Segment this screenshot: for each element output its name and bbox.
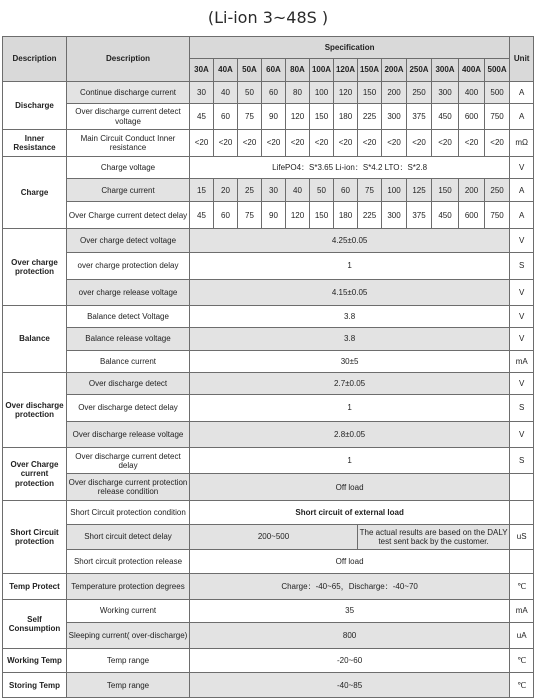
temp-protect-category: Temp Protect [3,573,67,599]
continue-discharge-value: 80 [286,81,310,103]
inner-resistance-value: <20 [485,130,510,156]
continue-discharge-value: 100 [310,81,334,103]
working-temp-unit: ℃ [510,649,534,673]
shortcircuit-category: Short Circuit protection [3,500,67,573]
charge-voltage-row [3,156,534,178]
overdischarge-release-voltage-value: 2.8±0.05 [190,421,510,447]
shortcircuit-condition-label: Short Circuit protection condition [67,500,190,524]
charge-current-value: 250 [485,179,510,202]
over-charge-current-unit: A [510,202,534,228]
balance-row-2 [3,328,534,350]
shortcircuit-row-3 [3,549,534,573]
overdischarge-release-voltage-label: Over discharge release voltage [67,421,190,447]
inner-resistance-row [3,130,534,156]
continue-discharge-value: 400 [459,81,485,103]
over-charge-current-value: 90 [262,202,286,228]
continue-discharge-value: 200 [382,81,407,103]
shortcircuit-release-unit [510,549,534,573]
overcurrent-delay-value: 1 [190,448,510,474]
overcharge-detect-voltage-unit: V [510,228,534,252]
inner-resistance-value: <20 [190,130,214,156]
overdischarge-detect-unit: V [510,372,534,394]
temp-protect-value: Charge：-40~65，Discharge：-40~70 [190,573,510,599]
header-unit: Unit [510,37,534,82]
overcharge-category: Over charge protection [3,228,67,305]
over-discharge-current-unit: A [510,103,534,129]
charge-current-value: 25 [238,179,262,202]
working-current-unit: mA [510,600,534,622]
overcurrent-release-value: Off load [190,474,510,500]
overcharge-detect-voltage-label: Over charge detect voltage [67,228,190,252]
continue-discharge-value: 120 [334,81,358,103]
continue-discharge-value: 50 [238,81,262,103]
spec-table-body [3,37,534,698]
over-discharge-current-value: 60 [214,103,238,129]
charge-current-unit: A [510,179,534,202]
over-discharge-current-value: 450 [432,103,459,129]
overcharge-release-voltage-label: over charge release voltage [67,279,190,305]
overcurrent-category: Over Charge current protection [3,448,67,501]
overcurrent-row-2 [3,474,534,500]
working-temp-label: Temp range [67,649,190,673]
temp-protect-row [3,573,534,599]
inner-resistance-unit: mΩ [510,130,534,156]
working-temp-value: -20~60 [190,649,510,673]
sleeping-current-label: Sleeping current( over-discharge) [67,622,190,648]
storing-temp-row [3,673,534,698]
current-rating-header: 500A [485,59,510,81]
current-rating-header: 200A [382,59,407,81]
overdischarge-delay-unit: S [510,395,534,421]
current-rating-header: 60A [262,59,286,81]
current-rating-header: 80A [286,59,310,81]
inner-resistance-value: <20 [432,130,459,156]
shortcircuit-row-2 [3,525,534,549]
charge-current-value: 200 [459,179,485,202]
continue-discharge-unit: A [510,81,534,103]
inner-resistance-value: <20 [358,130,382,156]
over-charge-current-value: 45 [190,202,214,228]
overdischarge-category: Over discharge protection [3,372,67,447]
current-rating-header: 120A [334,59,358,81]
charge-current-value: 125 [407,179,432,202]
over-charge-current-value: 60 [214,202,238,228]
over-charge-current-value: 75 [238,202,262,228]
over-discharge-current-label: Over discharge current detect voltage [67,103,190,129]
charge-voltage-unit: V [510,156,534,178]
over-charge-current-value: 150 [310,202,334,228]
shortcircuit-delay-note: The actual results are based on the DALY test sent back by the customer. [358,525,510,549]
inner-resistance-category: Inner Resistance [3,130,67,156]
current-rating-header: 40A [214,59,238,81]
storing-temp-category: Storing Temp [3,673,67,698]
spec-table [2,36,534,698]
charge-over-row [3,202,534,228]
shortcircuit-delay-value: 200~500 [190,525,358,549]
overdischarge-delay-label: Over discharge detect delay [67,395,190,421]
charge-current-value: 15 [190,179,214,202]
sleeping-current-value: 800 [190,622,510,648]
overcharge-row-1 [3,228,534,252]
balance-row-1 [3,305,534,327]
current-rating-header: 150A [358,59,382,81]
balance-current-label: Balance current [67,350,190,372]
header-specification: Specification [190,37,510,59]
discharge-category: Discharge [3,81,67,130]
shortcircuit-release-label: Short circuit protection release [67,549,190,573]
over-charge-current-value: 750 [485,202,510,228]
inner-resistance-value: <20 [382,130,407,156]
overdischarge-row-2 [3,395,534,421]
overcurrent-row-1 [3,448,534,474]
balance-current-unit: mA [510,350,534,372]
over-charge-current-value: 300 [382,202,407,228]
continue-discharge-value: 250 [407,81,432,103]
over-charge-current-value: 120 [286,202,310,228]
current-rating-header: 50A [238,59,262,81]
continue-discharge-value: 60 [262,81,286,103]
charge-current-value: 40 [286,179,310,202]
charge-current-value: 60 [334,179,358,202]
header-description-left: Description [3,37,67,82]
inner-resistance-value: <20 [407,130,432,156]
charge-current-value: 50 [310,179,334,202]
over-discharge-current-value: 45 [190,103,214,129]
overdischarge-row-3 [3,421,534,447]
overcharge-row-3 [3,279,534,305]
shortcircuit-condition-value: Short circuit of external load [190,500,510,524]
inner-resistance-value: <20 [334,130,358,156]
over-discharge-current-value: 300 [382,103,407,129]
over-discharge-current-value: 750 [485,103,510,129]
balance-release-voltage-value: 3.8 [190,328,510,350]
continue-discharge-value: 40 [214,81,238,103]
overcharge-delay-value: 1 [190,253,510,279]
overdischarge-release-voltage-unit: V [510,421,534,447]
storing-temp-unit: ℃ [510,673,534,698]
balance-detect-voltage-unit: V [510,305,534,327]
consumption-category: Self Consumption [3,600,67,649]
current-rating-header: 400A [459,59,485,81]
overcharge-release-voltage-value: 4.15±0.05 [190,279,510,305]
overcharge-delay-unit: S [510,253,534,279]
overcurrent-release-label: Over discharge current protection release condition [67,474,190,500]
inner-resistance-value: <20 [238,130,262,156]
over-discharge-current-value: 375 [407,103,432,129]
charge-current-value: 75 [358,179,382,202]
charge-voltage-label: Charge voltage [67,156,190,178]
charge-current-value: 20 [214,179,238,202]
over-discharge-current-value: 150 [310,103,334,129]
header-row-1 [3,37,534,59]
storing-temp-label: Temp range [67,673,190,698]
shortcircuit-condition-unit [510,500,534,524]
inner-resistance-label: Main Circuit Conduct Inner resistance [67,130,190,156]
balance-detect-voltage-value: 3.8 [190,305,510,327]
overcurrent-release-unit [510,474,534,500]
current-rating-header: 300A [432,59,459,81]
overdischarge-row-1 [3,372,534,394]
over-discharge-current-value: 180 [334,103,358,129]
overcurrent-delay-unit: S [510,448,534,474]
over-charge-current-label: Over Charge current detect delay [67,202,190,228]
overcharge-release-voltage-unit: V [510,279,534,305]
balance-current-value: 30±5 [190,350,510,372]
storing-temp-value: -40~85 [190,673,510,698]
working-temp-category: Working Temp [3,649,67,673]
charge-current-row [3,179,534,202]
temp-protect-unit: ℃ [510,573,534,599]
balance-row-3 [3,350,534,372]
header-description-right: Description [67,37,190,82]
sleeping-current-unit: uA [510,622,534,648]
over-charge-current-value: 450 [432,202,459,228]
over-charge-current-value: 375 [407,202,432,228]
overcharge-detect-voltage-value: 4.25±0.05 [190,228,510,252]
continue-discharge-value: 150 [358,81,382,103]
shortcircuit-delay-unit: uS [510,525,534,549]
working-current-label: Working current [67,600,190,622]
charge-category: Charge [3,156,67,228]
overcharge-delay-label: over charge protection delay [67,253,190,279]
over-discharge-current-value: 120 [286,103,310,129]
page-title: (Li-ion 3~48S ) [207,8,329,27]
discharge-over-row [3,103,534,129]
overdischarge-detect-value: 2.7±0.05 [190,372,510,394]
overdischarge-detect-label: Over discharge detect [67,372,190,394]
over-discharge-current-value: 225 [358,103,382,129]
shortcircuit-row-1 [3,500,534,524]
over-discharge-current-value: 600 [459,103,485,129]
temp-protect-label: Temperature protection degrees [67,573,190,599]
over-discharge-current-value: 75 [238,103,262,129]
balance-release-voltage-label: Balance release voltage [67,328,190,350]
continue-discharge-value: 300 [432,81,459,103]
over-charge-current-value: 225 [358,202,382,228]
consumption-row-1 [3,600,534,622]
current-rating-header: 100A [310,59,334,81]
current-rating-header: 250A [407,59,432,81]
working-current-value: 35 [190,600,510,622]
charge-current-value: 150 [432,179,459,202]
charge-voltage-value: LifePO4：S*3.65 Li-ion：S*4.2 LTO：S*2.8 [190,156,510,178]
over-charge-current-value: 180 [334,202,358,228]
over-charge-current-value: 600 [459,202,485,228]
shortcircuit-delay-label: Short circuit detect delay [67,525,190,549]
overcurrent-delay-label: Over discharge current detect delay [67,448,190,474]
discharge-continue-row [3,81,534,103]
balance-category: Balance [3,305,67,372]
charge-current-value: 30 [262,179,286,202]
continue-discharge-value: 500 [485,81,510,103]
continue-discharge-value: 30 [190,81,214,103]
inner-resistance-value: <20 [286,130,310,156]
charge-current-value: 100 [382,179,407,202]
inner-resistance-value: <20 [214,130,238,156]
working-temp-row [3,649,534,673]
current-rating-header: 30A [190,59,214,81]
balance-release-voltage-unit: V [510,328,534,350]
overcharge-row-2 [3,253,534,279]
inner-resistance-value: <20 [262,130,286,156]
charge-current-label: Charge current [67,179,190,202]
overdischarge-delay-value: 1 [190,395,510,421]
over-discharge-current-value: 90 [262,103,286,129]
continue-discharge-label: Continue discharge current [67,81,190,103]
balance-detect-voltage-label: Balance detect Voltage [67,305,190,327]
inner-resistance-value: <20 [310,130,334,156]
inner-resistance-value: <20 [459,130,485,156]
consumption-row-2 [3,622,534,648]
shortcircuit-release-value: Off load [190,549,510,573]
